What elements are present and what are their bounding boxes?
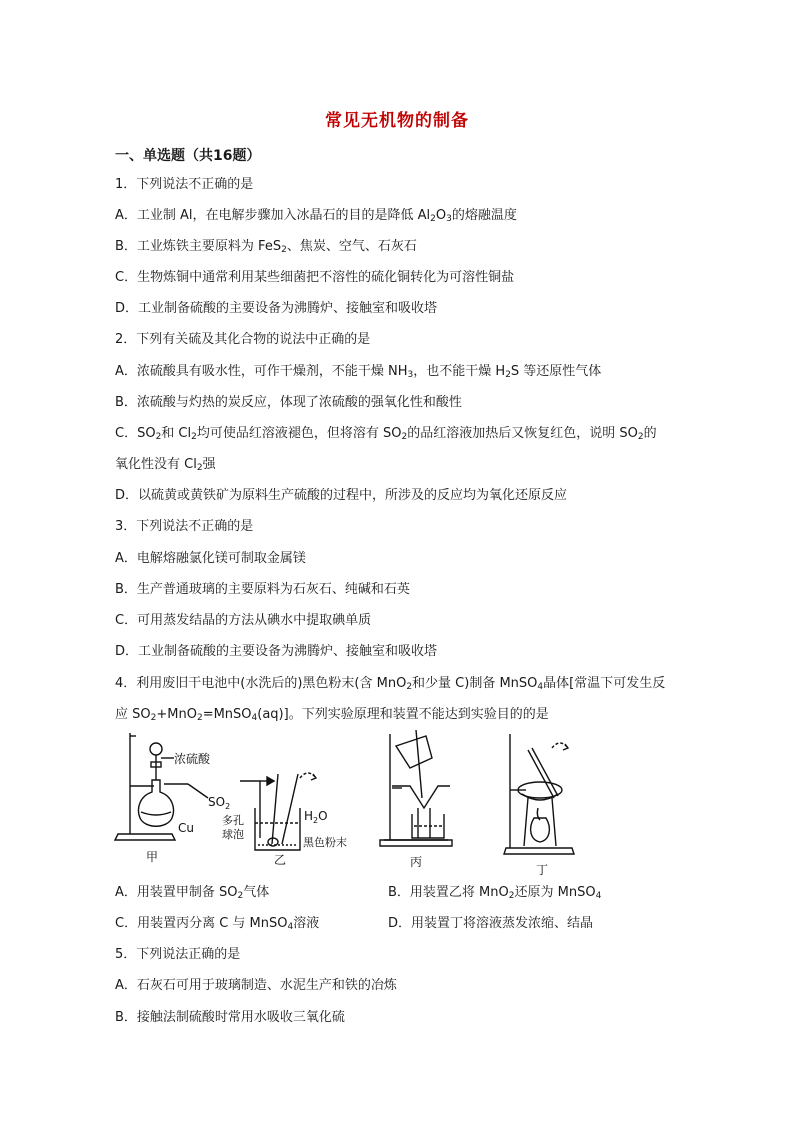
q1-stem: 1．下列说法不正确的是 [115,177,254,192]
q5-stem: 5．下列说法正确的是 [115,947,241,962]
q1-option-b: B．工业炼铁主要原料为 FeS$_2$、焦炭、空气、石灰石 [115,239,417,255]
q3-option-b: B．生产普通玻璃的主要原料为石灰石、纯碱和石英 [115,582,410,597]
q4-stem-line2: 应 $SO_2+MnO_2=MnSO_4(aq)$]。下列实验原理和装置不能达到实验目的的是 [115,707,549,723]
q4-option-d: D．用装置丁将溶液蒸发浓缩、结晶 [388,916,594,931]
q2-option-c-line2: 氧化性没有 $Cl_2$强 [115,457,216,473]
q1-option-d: D．工业制备硫酸的主要设备为沸腾炉、接触室和吸收塔 [115,301,438,316]
label-so2: $SO_2$ [208,795,231,811]
q2-option-a: A．浓硫酸具有吸水性，可作干燥剂，不能干燥 $NH_3$，也不能干燥 $H_2S$ 等还原性气体 [115,364,602,380]
label-ding: 丁 [536,863,549,877]
q4-option-c: C．用装置丙分离 C 与 MnSO$_4$溶液 [115,916,320,932]
page-title: 常见无机物的制备 [325,111,469,131]
q1-option-c: C．生物炼铜中通常利用某些细菌把不溶性的硫化铜转化为可溶性铜盐 [115,270,515,285]
label-yi: 乙 [274,853,287,867]
apparatus-figure [110,728,590,878]
q3-option-a: A．电解熔融氯化镁可制取金属镁 [115,551,306,566]
q4-option-b: B．用装置乙将 MnO$_2$还原为 MnSO$_4$ [388,885,602,901]
q4-option-a: A．用装置甲制备 $SO_2$气体 [115,885,270,901]
q3-option-c: C．可用蒸发结晶的方法从碘水中提取碘单质 [115,613,372,628]
label-bing: 丙 [410,855,423,869]
q4-stem-line1: 4．利用废旧干电池中(水洗后的)黑色粉末(含 MnO$_2$和少量 C)制备 MnSO$_4$晶体[常温下可发生反 [115,676,666,692]
label-cu: Cu [178,821,194,835]
q5-option-a: A．石灰石可用于玻璃制造、水泥生产和铁的冶炼 [115,978,397,993]
label-h2o: $H_2O$ [304,809,328,825]
label-black-powder: 黑色粉末 [303,836,347,849]
q2-option-c-line1: C．$SO_2$和 $Cl_2$均可使品红溶液褪色，但将溶有 $SO_2$的品红溶液加热后又恢复红色，说明 $SO_2$的 [115,426,657,442]
q2-option-d: D．以硫黄或黄铁矿为原料生产硫酸的过程中，所涉及的反应均为氧化还原反应 [115,488,568,503]
q3-stem: 3．下列说法不正确的是 [115,519,254,534]
label-porous-2: 球泡 [222,828,244,841]
q3-option-d: D．工业制备硫酸的主要设备为沸腾炉、接触室和吸收塔 [115,644,438,659]
label-porous-1: 多孔 [222,814,244,827]
apparatus-bing-drawing [380,730,452,846]
label-jia: 甲 [146,850,159,864]
apparatus-ding-drawing [504,734,574,854]
section-heading: 一、单选题（共16题） [115,148,261,164]
q5-option-b: B．接触法制硫酸时常用水吸收三氧化硫 [115,1010,345,1025]
q1-option-a: A．工业制 Al，在电解步骤加入冰晶石的目的是降低 $Al_2O_3$的熔融温度 [115,208,517,224]
q2-option-b: B．浓硫酸与灼热的炭反应，体现了浓硫酸的强氧化性和酸性 [115,395,462,410]
q2-stem: 2．下列有关硫及其化合物的说法中正确的是 [115,332,371,347]
label-conc-sulfuric-acid: 浓硫酸 [174,752,211,766]
apparatus-jia-drawing [115,733,208,840]
